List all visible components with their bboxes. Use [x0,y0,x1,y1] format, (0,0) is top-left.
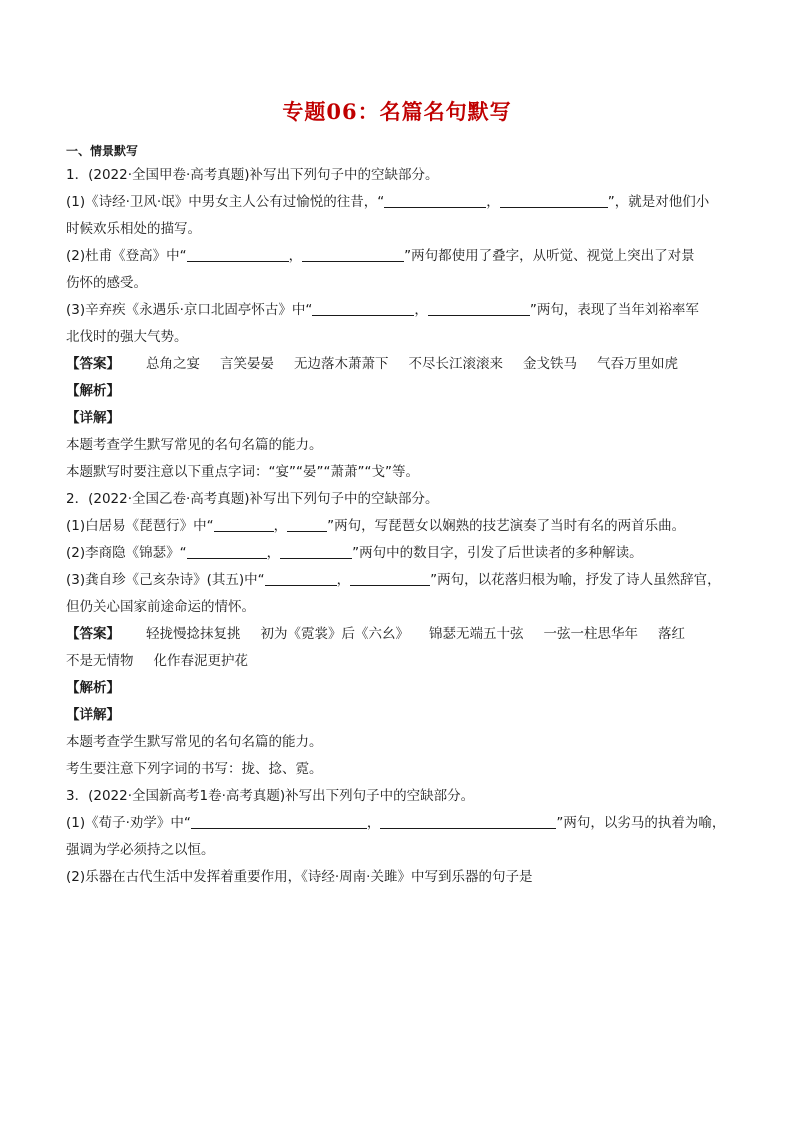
answer-label: 【答案】 [66,356,120,372]
fill-blank[interactable] [384,192,486,208]
answer-item: 化作春泥更护花 [153,653,248,669]
answer-item: 不尽长江滚滚来 [408,356,503,372]
fill-blank[interactable] [265,570,337,586]
q1-stem: 1．(2022·全国甲卷·高考真题)补写出下列句子中的空缺部分。 [66,167,439,183]
answer-item: 气吞万里如虎 [597,356,678,372]
fill-blank[interactable] [287,516,327,532]
q1-detail-2: 本题默写时要注意以下重点字词：“宴”“晏”“萧萧”“戈”等。 [66,464,419,480]
document-body [66,140,738,891]
q1-part1-line2: 时候欢乐相处的描写。 [66,221,201,237]
q2-answer-line1 [66,621,738,648]
q2-detail-1: 本题考查学生默写常见的名句名篇的能力。 [66,734,323,750]
q2-part2: (2)李商隐《锦瑟》“ ， ”两句中的数目字，引发了后世读者的多种解读。 [66,545,643,561]
answer-item: 初为《霓裳》后《六幺》 [260,626,409,642]
analysis-label: 【解析】 [66,680,120,696]
fill-blank[interactable] [280,543,352,559]
fill-blank[interactable] [214,516,274,532]
q3-part1-line2: 强调为学必须持之以恒。 [66,842,215,858]
analysis-label: 【解析】 [66,383,120,399]
answer-label: 【答案】 [66,626,120,642]
section-heading: 一、情景默写 [66,144,139,158]
detail-label: 【详解】 [66,707,120,723]
fill-blank[interactable] [350,570,430,586]
answer-item: 轻拢慢捻抹复挑 [146,626,241,642]
q2-part3-line1: (3)龚自珍《己亥杂诗》(其五)中“ ， ”两句，以花落归根为喻，抒发了诗人虽然辞官， [66,572,721,588]
answer-item: 锦瑟无端五十弦 [429,626,524,642]
q2-answer-line2 [66,648,738,675]
q2-stem: 2．(2022·全国乙卷·高考真题)补写出下列句子中的空缺部分。 [66,491,439,507]
answer-item: 落红 [658,626,685,642]
answer-item: 金戈铁马 [523,356,577,372]
answer-item: 无边落木萧萧下 [294,356,389,372]
fill-blank[interactable] [302,246,404,262]
fill-blank[interactable] [187,246,289,262]
document-title: 专题06：名篇名句默写 [282,99,512,124]
fill-blank[interactable] [187,543,267,559]
q1-detail-1: 本题考查学生默写常见的名句名篇的能力。 [66,437,323,453]
q2-detail-2: 考生要注意下列字词的书写：拢、捻、霓。 [66,761,323,777]
q1-answer [66,351,738,378]
q2-part1: (1)白居易《琵琶行》中“ ， ”两句，写琵琶女以娴熟的技艺演奏了当时有名的两首乐曲。 [66,518,686,534]
q1-part2-line2: 伤怀的感受。 [66,275,147,291]
q3-part1-line1: (1)《荀子·劝学》中“ ， ”两句，以劣马的执着为喻， [66,815,726,831]
q1-part2-line1: (2)杜甫《登高》中“ ， ”两句都使用了叠字，从听觉、视觉上突出了对景 [66,248,695,264]
q3-part2: (2)乐器在古代生活中发挥着重要作用，《诗经·周南·关雎》中写到乐器的句子是 [66,869,533,885]
answer-item: 一弦一柱思华年 [543,626,638,642]
fill-blank[interactable] [380,813,556,829]
fill-blank[interactable] [312,300,414,316]
q1-part3-line2: 北伐时的强大气势。 [66,329,188,345]
fill-blank[interactable] [500,192,608,208]
q3-stem: 3．(2022·全国新高考1卷·高考真题)补写出下列句子中的空缺部分。 [66,788,475,804]
fill-blank[interactable] [191,813,367,829]
q1-part3-line1: (3)辛弃疾《永遇乐·京口北固亭怀古》中“ ， ”两句，表现了当年刘裕率军 [66,302,699,318]
q2-part3-line2: 但仍关心国家前途命运的情怀。 [66,599,255,615]
answer-item: 总角之宴 [146,356,200,372]
answer-item: 言笑晏晏 [220,356,274,372]
q1-part1-line1: (1)《诗经·卫风·氓》中男女主人公有过愉悦的往昔，“ ， ”，就是对他们小 [66,194,710,210]
fill-blank[interactable] [428,300,530,316]
detail-label: 【详解】 [66,410,120,426]
answer-item: 不是无情物 [66,653,134,669]
